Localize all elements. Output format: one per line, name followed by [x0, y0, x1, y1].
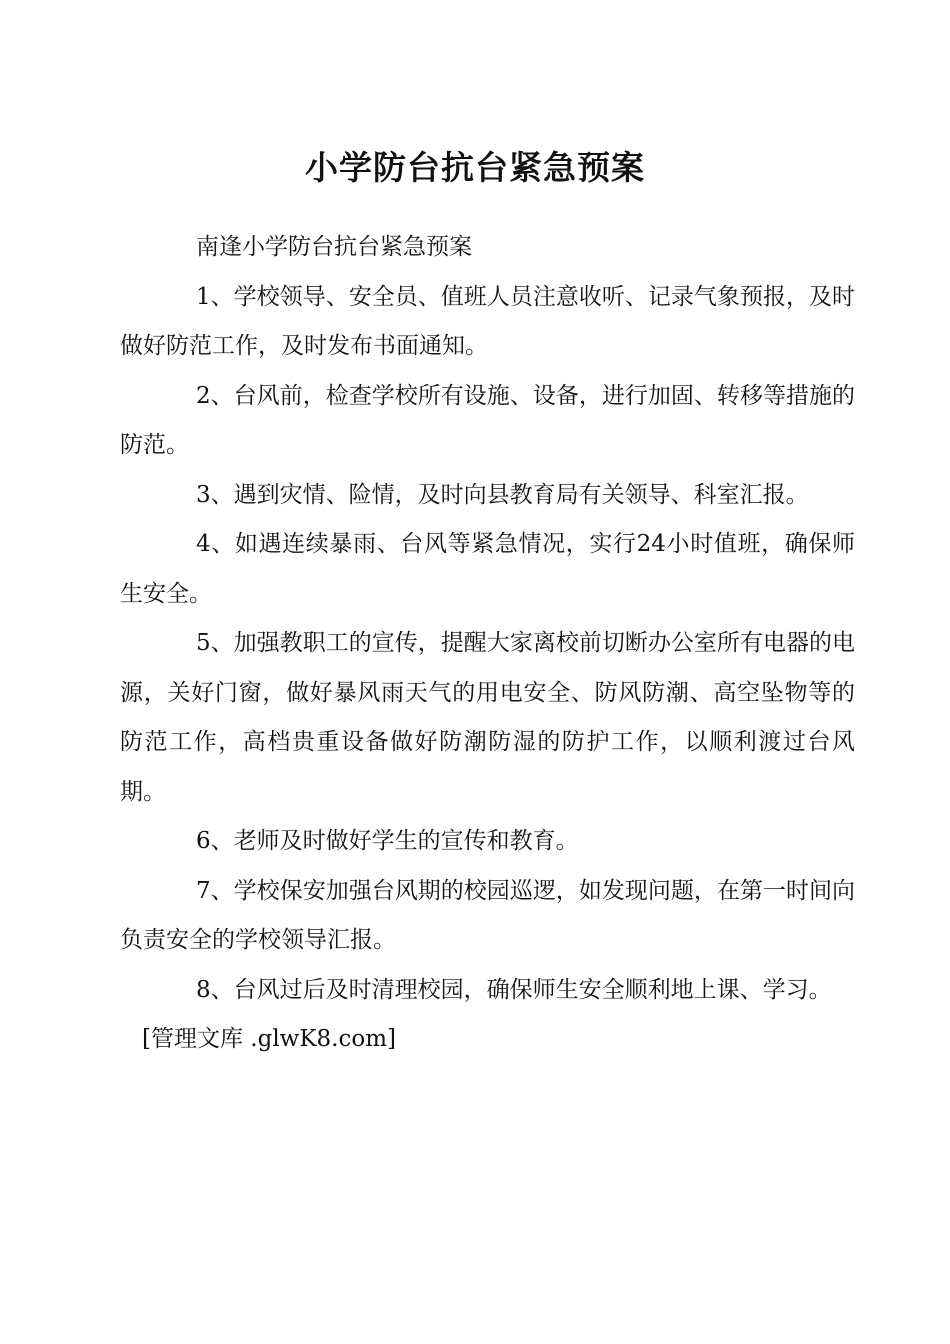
paragraph-4: 4、如遇连续暴雨、台风等紧急情况，实行24小时值班，确保师生安全。: [120, 531, 855, 607]
paragraph-3: 3、遇到灾情、险情，及时向县教育局有关领导、科室汇报。: [196, 481, 809, 508]
paragraph-1: 1、学校领导、安全员、值班人员注意收听、记录气象预报，及时做好防范工作，及时发布书面通知。: [120, 283, 855, 359]
paragraph-2: 2、台风前，检查学校所有设施、设备，进行加固、转移等措施的防范。: [120, 382, 855, 458]
paragraph-5: 5、加强教职工的宣传，提醒大家离校前切断办公室所有电器的电源，关好门窗，做好暴风雨天气的用电安全、防风防潮、高空坠物等的防范工作，高档贵重设备做好防潮防湿的防护工作，以顺利渡过台风期。: [120, 630, 855, 805]
document-title: 小学防台抗台紧急预案: [305, 148, 645, 187]
paragraph-7: 7、学校保安加强台风期的校园巡逻，如发现问题，在第一时间向负责安全的学校领导汇报。: [120, 877, 855, 953]
paragraph-8: 8、台风过后及时清理校园，确保师生安全顺利地上课、学习。: [196, 976, 832, 1003]
document-body: [120, 223, 855, 1065]
paragraph-6: 6、老师及时做好学生的宣传和教育。: [196, 828, 579, 854]
source-note: [管理文库 .glwK8.com]: [142, 1026, 396, 1052]
document-subtitle: 南逢小学防台抗台紧急预案: [196, 234, 472, 260]
